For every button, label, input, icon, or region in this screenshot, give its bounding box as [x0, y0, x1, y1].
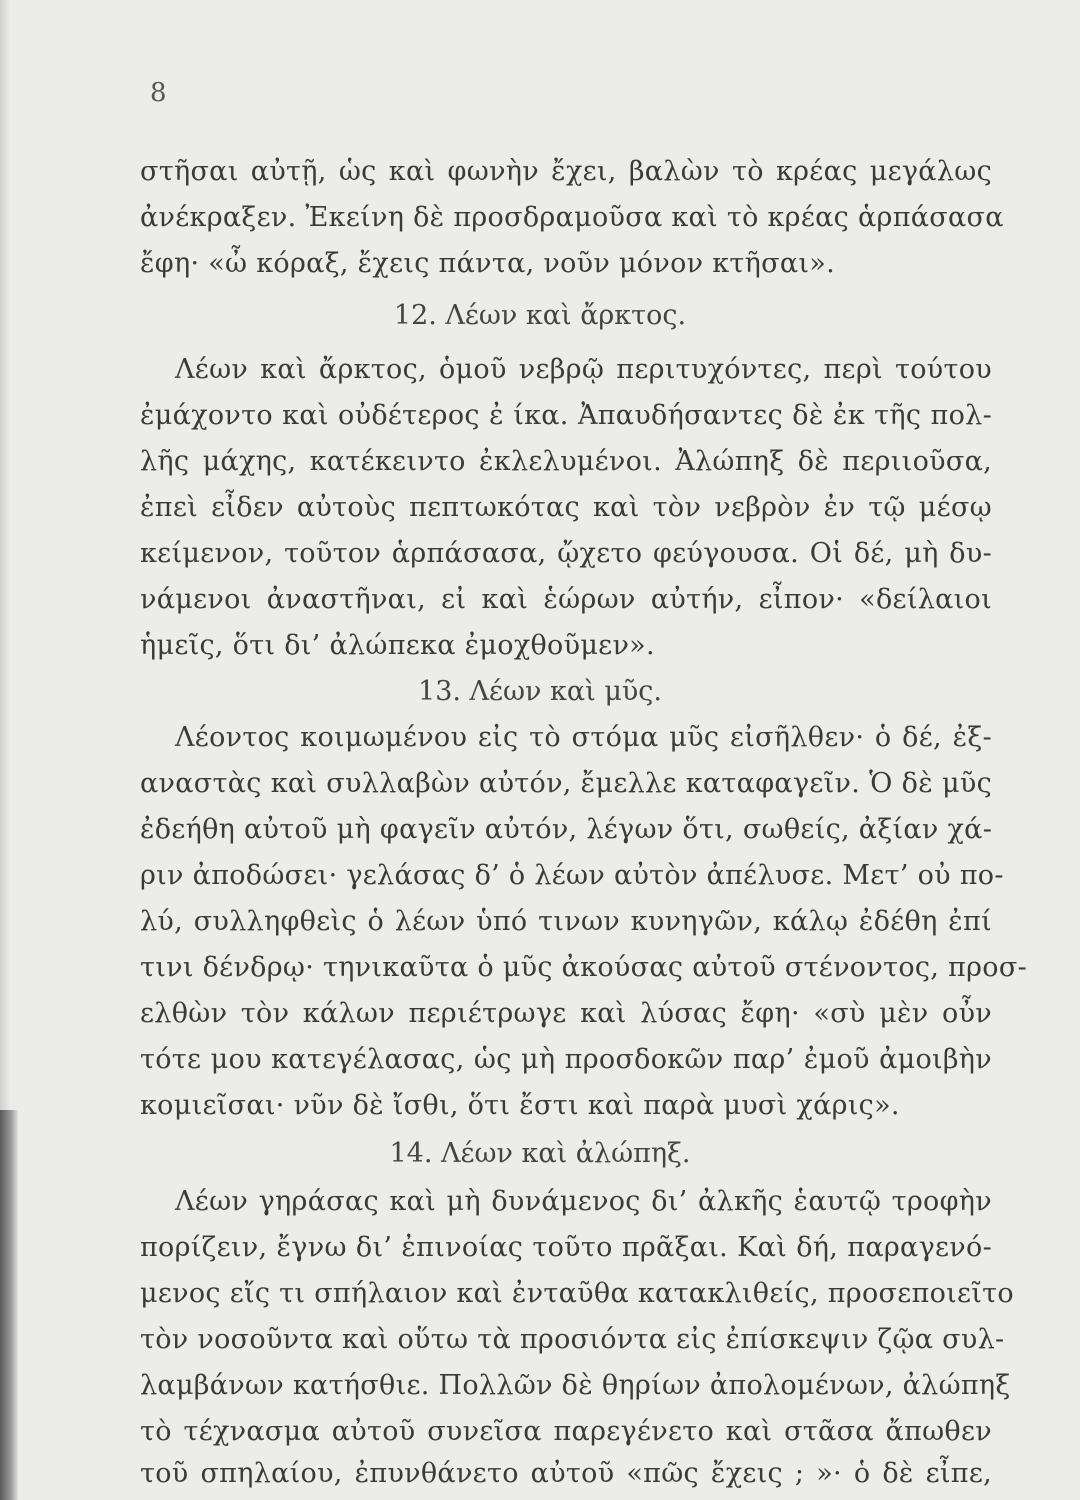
text-line: στῆσαι αὐτῇ, ὡς καὶ φωνὴν ἔχει, βαλὼν τὸ κρέας μεγάλως — [140, 156, 992, 187]
text-line: αναστὰς καὶ συλλαβὼν αὐτόν, ἔμελλε καταφαγεῖν. Ὁ δὲ μῦς — [140, 768, 992, 799]
text-line: ἐπεὶ εἶδεν αὐτοὺς πεπτωκότας καὶ τὸν νεβρὸν ἐν τῷ μέσῳ — [140, 492, 992, 523]
text-line: Λέων γηράσας καὶ μὴ δυνάμενος δι’ ἀλκῆς ἑαυτῷ τροφὴν — [175, 1186, 992, 1217]
text-line: τινι δένδρῳ· τηνικαῦτα ὁ μῦς ἀκούσας αὐτοῦ στένοντος, προσ- — [140, 952, 1027, 983]
text-line: ἔφη· «ὦ κόραξ, ἔχεις πάντα, νοῦν μόνον κτῆσαι». — [140, 248, 835, 279]
text-line: ἀνέκραξεν. Ἐκείνη δὲ προσδραμοῦσα καὶ τὸ κρέας ἁρπάσασα — [140, 202, 1004, 233]
text-line: κομιεῖσαι· νῦν δὲ ἴσθι, ὅτι ἔστι καὶ παρὰ μυσὶ χάρις». — [140, 1090, 900, 1121]
text-line: νάμενοι ἀναστῆναι, εἰ καὶ ἑώρων αὐτήν, εἶπον· «δείλαιοι — [140, 584, 992, 615]
fable-heading-14: 14. Λέων καὶ ἀλώπηξ. — [389, 1138, 691, 1169]
text-line: ἡμεῖς, ὅτι δι’ ἀλώπεκα ἐμοχθοῦμεν». — [140, 630, 655, 661]
text-line: λύ, συλληφθεὶς ὁ λέων ὑπό τινων κυνηγῶν, κάλῳ ἐδέθη ἐπί — [140, 906, 992, 937]
text-line: τότε μου κατεγέλασας, ὡς μὴ προσδοκῶν παρ’ ἐμοῦ ἀμοιβὴν — [140, 1044, 992, 1075]
text-line: Λέων καὶ ἄρκτος, ὁμοῦ νεβρῷ περιτυχόντες, περὶ τούτου — [175, 354, 992, 385]
text-line: τὸν νοσοῦντα καὶ οὕτω τὰ προσιόντα εἰς ἐπίσκεψιν ζῷα συλ- — [140, 1324, 1005, 1355]
text-line: λῆς μάχης, κατέκειντο ἐκλελυμένοι. Ἀλώπηξ δὲ περιιοῦσα, — [140, 446, 992, 477]
text-line: ριν ἀποδώσει· γελάσας δ’ ὁ λέων αὐτὸν ἀπέλυσε. Μετ’ οὐ πο- — [140, 860, 1004, 891]
text-line: ἐμάχοντο καὶ οὐδέτερος ἐ ίκα. Ἀπαυδήσαντες δὲ ἐκ τῆς πολ- — [140, 400, 992, 431]
text-line: πορίζειν, ἔγνω δι’ ἐπινοίας τοῦτο πρᾶξαι. Καὶ δή, παραγενό- — [140, 1232, 992, 1263]
fable-heading-12: 12. Λέων καὶ ἄρκτος. — [393, 300, 687, 331]
text-line: τοῦ σπηλαίου, ἐπυνθάνετο αὐτοῦ «πῶς ἔχεις ; »· ὁ δὲ εἶπε, — [140, 1458, 992, 1489]
text-line: ἐδεήθη αὐτοῦ μὴ φαγεῖν αὐτόν, λέγων ὅτι, σωθείς, ἀξίαν χά- — [140, 814, 993, 845]
text-line: Λέοντος κοιμωμένου εἰς τὸ στόμα μῦς εἰσῆλθεν· ὁ δέ, ἐξ- — [175, 722, 992, 753]
text-line: λαμβάνων κατήσθιε. Πολλῶν δὲ θηρίων ἀπολομένων, ἀλώπηξ — [140, 1370, 1011, 1401]
text-line: τὸ τέχνασμα αὐτοῦ συνεῖσα παρεγένετο καὶ στᾶσα ἄπωθεν — [140, 1416, 992, 1447]
text-line: κείμενον, τοῦτον ἁρπάσασα, ᾤχετο φεύγουσα. Οἱ δέ, μὴ δυ- — [140, 538, 992, 569]
text-line: ελθὼν τὸν κάλων περιέτρωγε καὶ λύσας ἔφη· «σὺ μὲν οὖν — [140, 998, 992, 1029]
page-number: 8 — [150, 78, 167, 108]
fable-heading-13: 13. Λέων καὶ μῦς. — [418, 676, 662, 707]
text-line: μενος εἴς τι σπήλαιον καὶ ἐνταῦθα κατακλιθείς, προσεποιεῖτο — [140, 1278, 1014, 1309]
